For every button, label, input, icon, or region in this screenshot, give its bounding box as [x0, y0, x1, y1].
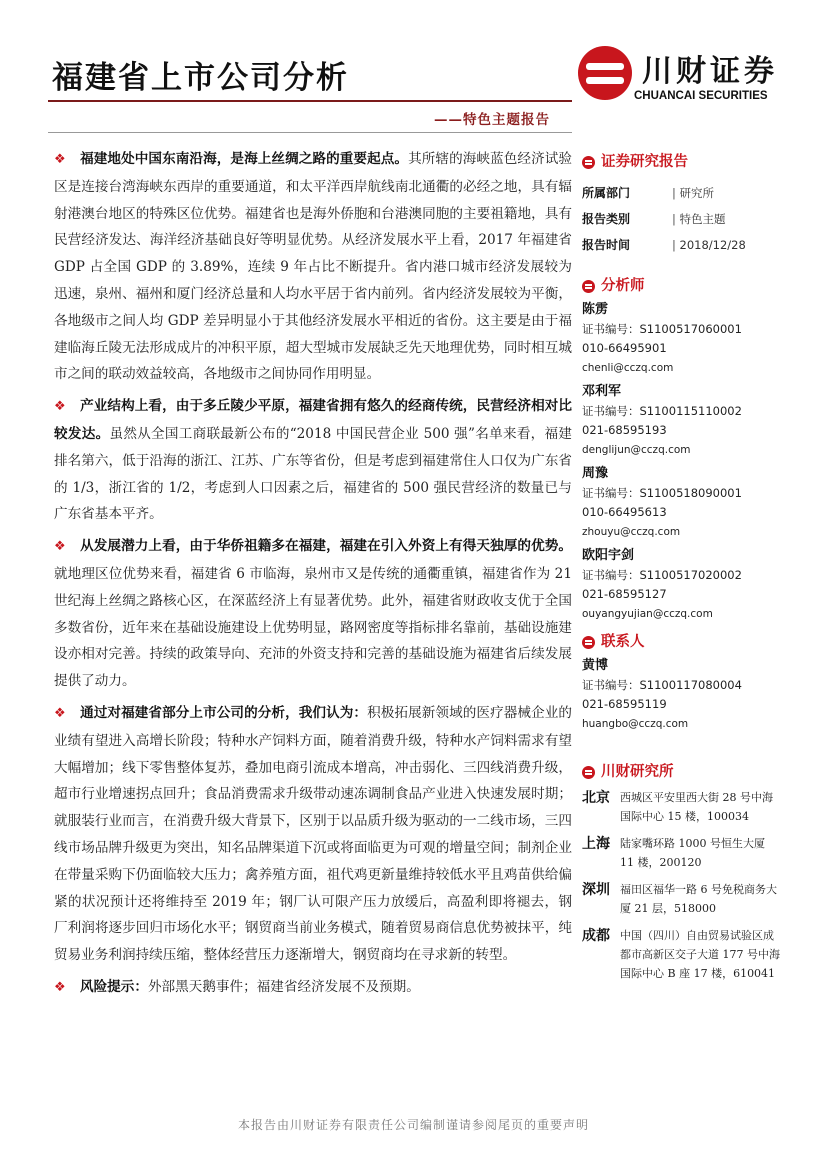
institute-section-heading: 川财研究所 [582, 760, 782, 784]
report-info-key: 报告时间 [582, 238, 631, 252]
person-card [582, 546, 782, 626]
logo-english-name: CHUANCAI SECURITIES [634, 90, 768, 102]
company-logo [578, 44, 778, 106]
office-city: 上海 [582, 836, 610, 852]
main-content [54, 146, 572, 1007]
logo-emblem-icon [578, 46, 632, 100]
report-info-key: 报告类别 [582, 212, 631, 226]
person-certificate: 证书编号：S1100117080004 [582, 678, 742, 692]
person-email[interactable]: zhouyu@cczq.com [582, 526, 681, 538]
report-info-value: | 2018/12/28 [672, 232, 746, 258]
person-certificate: 证书编号：S1100517020002 [582, 568, 742, 582]
paragraph-lead: 风险提示： [80, 978, 148, 995]
footer-disclaimer: 本报告由川财证券有限责任公司编制谨请参阅尾页的重要声明 [237, 1118, 589, 1132]
section-logo-icon [582, 280, 595, 293]
diamond-bullet-icon: ❖ [54, 152, 66, 167]
report-info-value: | 研究所 [672, 180, 714, 206]
person-name: 欧阳宇剑 [582, 548, 635, 563]
section-logo-icon [582, 766, 595, 779]
section-logo-icon [582, 636, 595, 649]
report-info-row [582, 206, 782, 232]
diamond-bullet-icon: ❖ [54, 979, 66, 995]
person-card [582, 464, 782, 544]
person-name: 黄博 [582, 658, 609, 673]
contact-section-heading: 联系人 [582, 630, 782, 654]
person-email[interactable]: ouyangyujian@cczq.com [582, 608, 713, 620]
diamond-bullet-icon: ❖ [54, 705, 66, 721]
paragraph-lead: 福建地处中国东南沿海，是海上丝绸之路的重要起点。 [80, 151, 409, 167]
report-info [582, 180, 782, 258]
paragraph-lead: 产业结构上看，由于多丘陵少平原，福建省拥有悠久的经商传统，民营经济相对比较发达。 [54, 398, 572, 442]
report-paragraph [54, 146, 572, 388]
report-info-row [582, 180, 782, 206]
report-paragraph [54, 700, 572, 969]
contact-list [582, 656, 782, 736]
person-phone: 010-66495901 [582, 341, 667, 355]
office-city: 成都 [582, 928, 610, 944]
office-address: 中国（四川）自由贸易试验区成都市高新区交子大道 177 号中海国际中心 B 座 17 楼，610041 [620, 929, 780, 980]
report-section-heading: 证券研究报告 [582, 150, 782, 174]
report-paragraph [54, 393, 572, 528]
person-email[interactable]: chenli@cczq.com [582, 362, 674, 374]
office-city: 北京 [582, 790, 610, 806]
person-name: 陈雳 [582, 302, 609, 317]
person-email[interactable]: denglijun@cczq.com [582, 444, 691, 456]
paragraph-body: 就地理区位优势来看，福建省 6 市临海，泉州市又是传统的通衢重镇，福建省作为 21 世纪海上丝绸之路核心区，在深蓝经济上有显著优势。此外，福建省财政收支优于全国多数省份，近年来在基础设施建设上优势明显，路网密度等指标排名靠前，基础设施建设亦相对完善。持续的政策导向、充沛的外资支持和完善的基础设施为福建省后续发展提供了动力。 [54, 565, 572, 690]
diamond-bullet-icon: ❖ [54, 399, 66, 415]
header-rule [48, 100, 572, 102]
office-entry [582, 834, 782, 872]
person-email[interactable]: huangbo@cczq.com [582, 718, 689, 730]
logo-chinese-name: 川财证券 [642, 54, 778, 89]
office-entry [582, 880, 782, 918]
analyst-list [582, 300, 782, 626]
person-certificate: 证书编号：S1100517060001 [582, 322, 742, 336]
paragraph-body: 积极拓展新领域的医疗器械企业的业绩有望进入高增长阶段；特种水产饲料方面，随着消费升级，特种水产饲料需求有望大幅增加；线下零售整体复苏，叠加电商引流成本增高，冲击弱化、三四线消费升级，超市行业增速拐点回升；食品消费需求升级带动速冻调制食品产业进入快速发展时期；就服装行业而言，在消费升级大背景下，区别于以品质升级为驱动的一二线市场，三四线市场品牌升级更为突出，知名品牌渠道下沉或将面临更为可观的增量空间；制剂企业在带量采购下仍面临较大压力；禽养殖方面，祖代鸡更新量维持较低水平且鸡苗供给偏紧的状况预计还将维持至 2019 年；钢厂认可限产压力放缓后，高盈利即将褪去，钢厂利润将逐步回归市场化水平；钢贸商当前业务模式，随着贸易商信息优势被抹平，纯贸易业务利润持续压缩，整体经营压力逐渐增大，钢贸商均在寻求新的转型。 [54, 704, 573, 964]
paragraph-lead: 从发展潜力上看，由于华侨祖籍多在福建，福建在引入外资上有得天独厚的优势。 [80, 538, 572, 555]
paragraph-body: 外部黑天鹅事件；福建省经济发展不及预期。 [147, 978, 420, 995]
paragraph-body: 其所辖的海峡蓝色经济试验区是连接台湾海峡东西岸的重要通道，和太平洋西岸航线南北通衢的必经之地，具有辐射港澳台地区的特殊区位优势。福建省也是海外侨胞和台港澳同胞的主要祖籍地，具有民营经济发达、海洋经济基础良好等明显优势。从经济发展水平上看，2017 年福建省 GDP 占全国 GDP 的 3.89%，连续 9 年占比不断提升。省内港口城市经济发展较为迅速，泉州、福州和厦门经济总量和人均水平居于省内前列。省内经济发展较为平衡，各地级市之间人均 GDP 差异明显小于其他经济发展水平相近的省份。这主要是由于福建临海丘陵无法形成成片的冲积平原，超大型城市发展缺乏先天地理优势，同时相互城市之间的联动效益较高，各地级市之间协同作用明显。 [54, 151, 573, 383]
person-name: 周豫 [582, 466, 609, 481]
person-card [582, 656, 782, 736]
report-subtitle: ——特色主题报告 [434, 112, 550, 128]
office-address: 西城区平安里西大街 28 号中海国际中心 15 楼，100034 [620, 791, 773, 823]
person-name: 邓利军 [582, 384, 622, 399]
office-address: 福田区福华一路 6 号免税商务大厦 21 层，518000 [620, 883, 777, 915]
report-info-row [582, 232, 782, 258]
person-card [582, 382, 782, 462]
office-list [582, 788, 782, 983]
office-address: 陆家嘴环路 1000 号恒生大厦 11 楼，200120 [620, 837, 765, 869]
paragraph-body: 虽然从全国工商联最新公布的“2018 中国民营企业 500 强”名单来看，福建排名第六，低于沿海的浙江、江苏、广东等省份，但是考虑到福建常住人口仅为广东省的 1/3，浙江省的 1/2，考虑到人口因素之后，福建省的 500 强民营经济的数量已与广东省基本平齐。 [54, 425, 573, 523]
person-phone: 021-68595193 [582, 423, 667, 437]
paragraph-lead: 通过对福建省部分上市公司的分析，我们认为： [80, 704, 368, 721]
analyst-section-heading: 分析师 [582, 274, 782, 298]
office-city: 深圳 [582, 882, 610, 898]
person-phone: 021-68595127 [582, 587, 667, 601]
person-certificate: 证书编号：S1100115110002 [582, 404, 742, 418]
report-paragraph [54, 974, 572, 1002]
person-phone: 010-66495613 [582, 505, 667, 519]
person-certificate: 证书编号：S1100518090001 [582, 486, 742, 500]
person-card [582, 300, 782, 380]
report-info-value: | 特色主题 [672, 206, 726, 232]
office-entry [582, 926, 782, 983]
sidebar [582, 150, 782, 991]
subtitle-rule [48, 132, 572, 133]
section-logo-icon [582, 156, 595, 169]
office-entry [582, 788, 782, 826]
report-info-key: 所属部门 [582, 186, 631, 200]
person-phone: 021-68595119 [582, 697, 667, 711]
diamond-bullet-icon: ❖ [54, 539, 66, 555]
report-paragraph [54, 533, 572, 695]
page-title: 福建省上市公司分析 [52, 60, 349, 96]
